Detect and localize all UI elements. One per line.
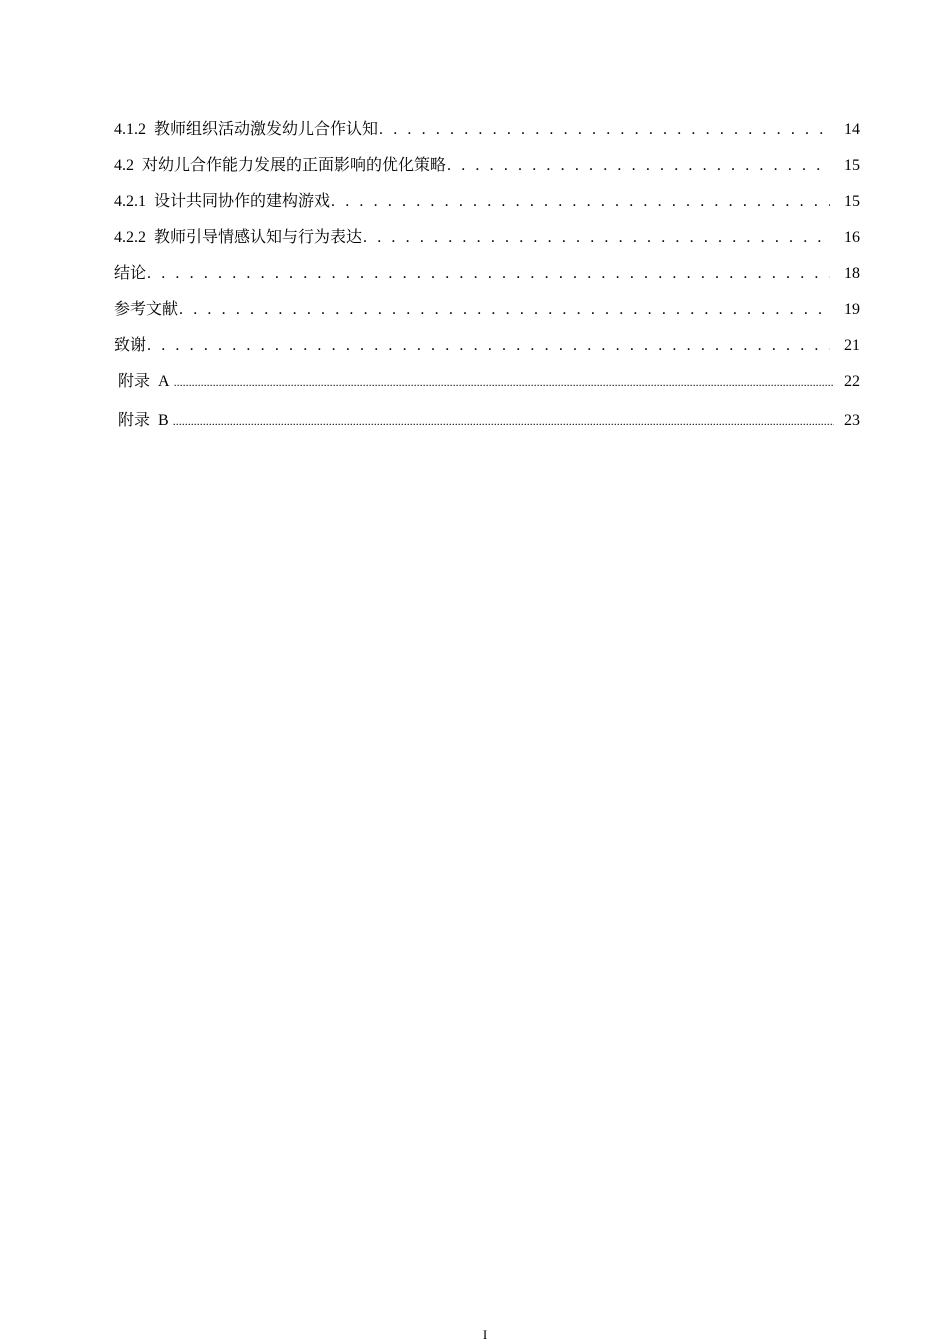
toc-entry-4-2[interactable] [114, 154, 860, 190]
toc-entry-references[interactable] [114, 298, 860, 334]
toc-entry-appendix-b[interactable] [114, 409, 860, 448]
toc-entry-label: 附录 A [114, 373, 170, 390]
toc-entry-label: 4.2.2 教师引导情感认知与行为表达 [114, 229, 363, 246]
toc-dot-leader [174, 370, 834, 394]
toc-dot-leader [379, 118, 830, 142]
toc-entry-page: 14 [844, 121, 860, 138]
toc-entry-label: 4.2.1 设计共同协作的建构游戏 [114, 193, 331, 210]
toc-entry-page: 19 [844, 301, 860, 318]
page-number: I [482, 1327, 488, 1342]
toc-entry-label: 结论 [114, 265, 147, 282]
toc-entry-page: 23 [844, 412, 860, 429]
toc-entry-4-2-2[interactable] [114, 226, 860, 262]
toc-dot-leader [179, 298, 830, 322]
toc-dot-leader [363, 226, 830, 250]
toc-entry-conclusion[interactable] [114, 262, 860, 298]
toc-entry-page: 22 [844, 373, 860, 390]
toc-entry-page: 15 [844, 157, 860, 174]
toc-dot-leader [147, 262, 830, 286]
toc-dot-leader [147, 334, 830, 358]
toc-entry-label: 附录 B [114, 412, 169, 429]
toc-entry-appendix-a[interactable] [114, 370, 860, 409]
toc-entry-label: 4.1.2 教师组织活动激发幼儿合作认知 [114, 121, 379, 138]
table-of-contents [114, 118, 860, 448]
toc-dot-leader [173, 409, 834, 433]
toc-dot-leader [331, 190, 830, 214]
toc-entry-label: 致谢 [114, 337, 147, 354]
toc-dot-leader [447, 154, 830, 178]
toc-entry-page: 18 [844, 265, 860, 282]
toc-entry-acknowledgements[interactable] [114, 334, 860, 370]
toc-entry-4-1-2[interactable] [114, 118, 860, 154]
toc-entry-4-2-1[interactable] [114, 190, 860, 226]
toc-entry-page: 21 [844, 337, 860, 354]
toc-entry-label: 4.2 对幼儿合作能力发展的正面影响的优化策略 [114, 157, 447, 174]
toc-entry-label: 参考文献 [114, 301, 179, 318]
toc-entry-page: 15 [844, 193, 860, 210]
toc-entry-page: 16 [844, 229, 860, 246]
